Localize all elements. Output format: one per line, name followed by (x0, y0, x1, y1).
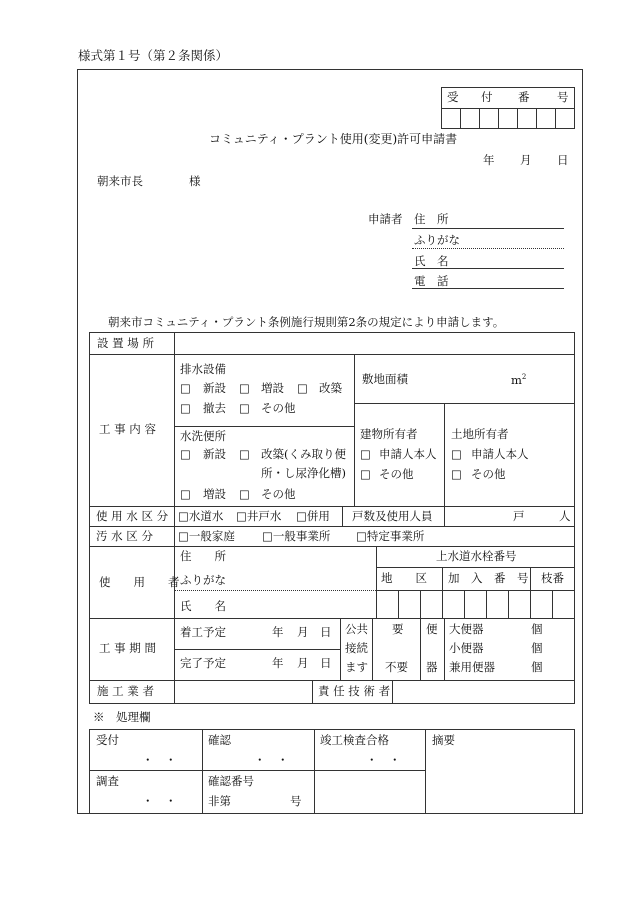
applicant-furigana-label: ふりがな (414, 233, 460, 247)
drainage-opt-new: 新設 (203, 381, 226, 395)
applicant-address-label: 住 所 (414, 212, 449, 226)
land-checkbox-self[interactable]: □ (451, 447, 462, 461)
conn-need: 要 (392, 622, 404, 636)
sewage-type-label: 汚 水 区 分 (96, 529, 153, 543)
date-year: 年 (483, 153, 495, 167)
engineer-label: 責 任 技 術 者 (318, 684, 391, 698)
start-year: 年 (272, 625, 284, 639)
confirm-no-label: 確認番号 (208, 774, 254, 788)
location-label: 設 置 場 所 (97, 336, 154, 350)
end-day: 日 (320, 656, 332, 670)
drainage-opt-other: その他 (261, 401, 296, 415)
toilet-title: 水洗便所 (180, 429, 226, 443)
user-label: 使 用 者 (99, 575, 180, 589)
toilet-combined: 兼用便器 (449, 660, 495, 674)
user-furigana-label: ふりがな (180, 573, 226, 587)
end-month: 月 (297, 656, 309, 670)
water-opt-tap[interactable]: □水道水 (178, 509, 224, 523)
confirm-no-suffix: 号 (290, 794, 302, 808)
end-label: 完了予定 (180, 656, 226, 670)
land-opt-other: その他 (471, 467, 506, 481)
date-month: 月 (520, 153, 532, 167)
receipt-cell-dots: ・ ・ (142, 753, 177, 767)
sewage-opt-home[interactable]: □一般家庭 (178, 529, 235, 543)
applicant-address-line[interactable] (412, 228, 564, 229)
toilet-opt-other: その他 (261, 487, 296, 501)
water-opt-well[interactable]: □井戸水 (236, 509, 282, 523)
public-conn-2: 接続 (345, 641, 368, 655)
user-address-label: 住 所 (180, 549, 226, 563)
toilet-large: 大便器 (449, 622, 484, 636)
applicant-furigana-line[interactable] (412, 248, 564, 249)
building-checkbox-self[interactable]: □ (360, 447, 371, 461)
form-title: コミュニティ・プラント使用(変更)許可申請書 (209, 132, 458, 146)
toilet-opt-add: 増設 (203, 487, 226, 501)
survey-cell-dots: ・ ・ (142, 794, 177, 808)
building-owner-label: 建物所有者 (360, 427, 418, 441)
toilet-checkbox-new[interactable]: □ (180, 447, 191, 461)
sewage-opt-business[interactable]: □一般事業所 (262, 529, 331, 543)
building-opt-other: その他 (379, 467, 414, 481)
toilet-checkbox-add[interactable]: □ (180, 487, 191, 501)
water-opt-both[interactable]: □併用 (296, 509, 330, 523)
survey-cell-label: 調査 (96, 774, 119, 788)
drainage-checkbox-new[interactable]: □ (180, 381, 191, 395)
water-type-label: 使 用 水 区 分 (96, 509, 169, 523)
land-opt-self: 申請人本人 (471, 447, 529, 461)
start-label: 着工予定 (180, 625, 226, 639)
inspection-cell-dots: ・ ・ (366, 753, 401, 767)
site-area-unit: $m^2$ (511, 372, 527, 387)
confirm-no-prefix: 非第 (208, 794, 231, 808)
land-owner-label: 土地所有者 (451, 427, 509, 441)
work-content-label: 工 事 内 容 (99, 422, 156, 436)
drainage-title: 排水設備 (180, 362, 226, 376)
drainage-checkbox-rebuild[interactable]: □ (297, 381, 308, 395)
processing-label: ※ 処理欄 (93, 710, 151, 724)
toilet-opt-rebuild-1: 改築(くみ取り便 (261, 447, 346, 461)
inspection-cell-label: 竣工検査合格 (320, 733, 389, 747)
fixture-2: 器 (426, 660, 438, 674)
households-unit-houses: 戸 (513, 509, 525, 523)
drainage-checkbox-add[interactable]: □ (239, 381, 250, 395)
receipt-label-1: 受 (447, 90, 459, 104)
toilet-combined-unit: 個 (531, 660, 543, 674)
toilet-large-unit: 個 (531, 622, 543, 636)
public-conn-1: 公共 (345, 622, 368, 636)
households-unit-people: 人 (559, 509, 571, 523)
toilet-small-unit: 個 (531, 641, 543, 655)
sewage-opt-special[interactable]: □特定事業所 (356, 529, 425, 543)
drainage-opt-add: 増設 (261, 381, 284, 395)
subscriber-no-label: 加 入 番 号 (448, 571, 529, 585)
households-label: 戸数及使用人員 (352, 509, 433, 523)
drainage-opt-rebuild: 改築 (319, 381, 342, 395)
toilet-checkbox-rebuild[interactable]: □ (239, 447, 250, 461)
date-day: 日 (557, 153, 569, 167)
applicant-phone-line[interactable] (412, 288, 564, 289)
building-opt-self: 申請人本人 (379, 447, 437, 461)
applicant-phone-label: 電 話 (414, 274, 449, 288)
toilet-small: 小便器 (449, 641, 484, 655)
user-name-label: 氏 名 (180, 599, 226, 613)
honorific: 様 (189, 174, 201, 188)
start-month: 月 (297, 625, 309, 639)
applicant-label: 申請者 (368, 212, 403, 226)
summary-cell-label: 摘要 (432, 733, 455, 747)
end-year: 年 (272, 656, 284, 670)
receipt-label-2: 付 (481, 90, 493, 104)
receipt-label-3: 番 (518, 90, 530, 104)
public-conn-3: ます (345, 660, 368, 674)
drainage-opt-remove: 撤去 (203, 401, 226, 415)
hydrant-label: 上水道水栓番号 (436, 549, 517, 563)
drainage-checkbox-remove[interactable]: □ (180, 401, 191, 415)
drainage-checkbox-other[interactable]: □ (239, 401, 250, 415)
building-checkbox-other[interactable]: □ (360, 467, 371, 481)
conn-no-need: 不要 (385, 660, 408, 674)
land-checkbox-other[interactable]: □ (451, 467, 462, 481)
fixture-1: 便 (426, 622, 438, 636)
confirm-cell-dots: ・ ・ (254, 753, 289, 767)
contractor-label: 施 工 業 者 (97, 684, 154, 698)
toilet-checkbox-other[interactable]: □ (239, 487, 250, 501)
toilet-opt-rebuild-2: 所・し尿浄化槽) (261, 466, 346, 480)
statement: 朝来市コミュニティ・プラント条例施行規則第2条の規定により申請します。 (108, 315, 505, 329)
receipt-label-4: 号 (557, 90, 569, 104)
form-label: 様式第１号（第２条関係） (78, 48, 229, 63)
applicant-name-line[interactable] (412, 268, 564, 269)
start-day: 日 (320, 625, 332, 639)
confirm-cell-label: 確認 (208, 733, 231, 747)
branch-no-label: 枝番 (541, 571, 564, 585)
addressee: 朝来市長 (97, 174, 143, 188)
site-area-label: 敷地面積 (362, 372, 408, 386)
receipt-cell-label: 受付 (96, 733, 119, 747)
period-label: 工 事 期 間 (99, 641, 156, 655)
district-label: 地 区 (381, 571, 427, 585)
toilet-opt-new: 新設 (203, 447, 226, 461)
applicant-name-label: 氏 名 (414, 254, 449, 268)
